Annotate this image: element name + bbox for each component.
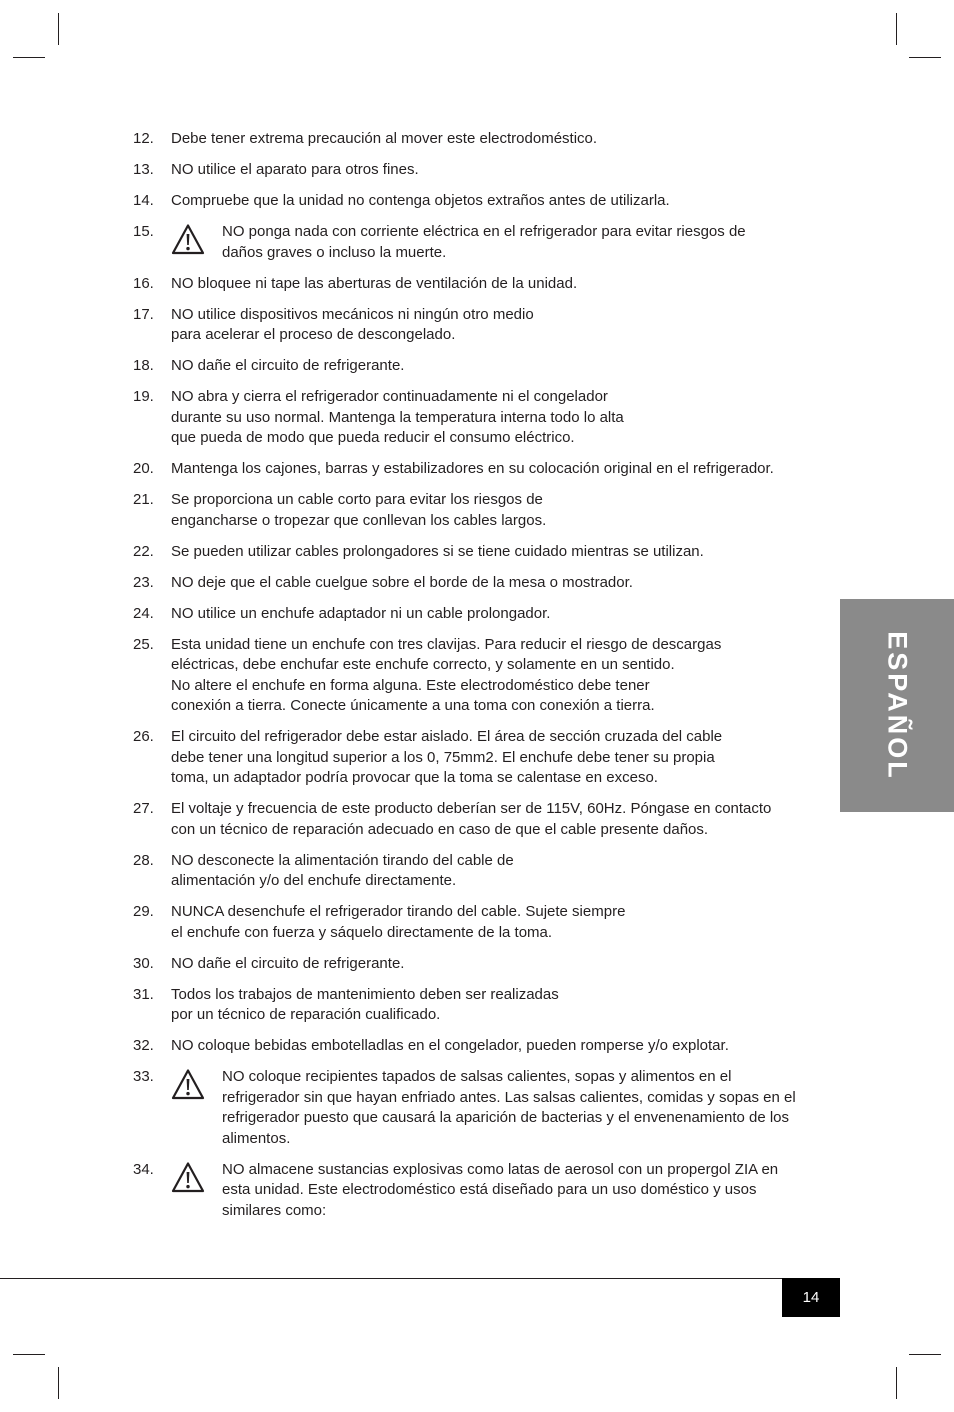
item-number: 23.: [133, 573, 154, 591]
item-text: Se pueden utilizar cables prolongadores si se tiene cuidado mientras se utilizan.: [171, 542, 704, 560]
item-text: El circuito del refrigerador debe estar aislado. El área de sección cruzada del cable debe tener una longitud superior a los 0, 75mm2. El enchufe debe tener su propia toma, un adaptador podría provocar que la toma se calentase en exceso.: [171, 728, 723, 786]
crop-mark: [896, 1367, 897, 1399]
language-side-tab: [840, 599, 954, 812]
item-number: 21.: [133, 491, 154, 508]
page-number: 14: [782, 1278, 840, 1317]
crop-mark: [58, 13, 59, 45]
item-text: NO utilice el aparato para otros fines.: [171, 161, 419, 178]
item-text: NO abra y cierra el refrigerador continuadamente ni el congelador durante su uso normal. Mantenga la temperatura interna todo lo alta que pueda de modo que pueda reducir el consumo eléctrico.: [171, 388, 624, 446]
item-text: Todos los trabajos de mantenimiento deben ser realizadas por un técnico de reparación cualificado.: [171, 985, 559, 1023]
item-text: NO dañe el circuito de refrigerante.: [171, 954, 405, 972]
item-number: 24.: [133, 604, 154, 622]
list-item: [133, 459, 813, 480]
item-text: NO bloquee ni tape las aberturas de ventilación de la unidad.: [171, 274, 578, 292]
list-item: [133, 129, 813, 150]
item-text: NO dañe el circuito de refrigerante.: [171, 357, 405, 374]
item-text: NO utilice dispositivos mecánicos ni ningún otro medio para acelerar el proceso de descongelado.: [171, 305, 534, 343]
item-number: 32.: [133, 1037, 154, 1054]
list-item: [133, 191, 813, 212]
list-item: [133, 1067, 813, 1149]
item-text: Se proporciona un cable corto para evitar los riesgos de engancharse o tropezar que conllevan los cables largos.: [171, 491, 547, 529]
item-number: 29.: [133, 903, 154, 920]
item-number: 28.: [133, 851, 154, 869]
item-text: NO ponga nada con corriente eléctrica en el refrigerador para evitar riesgos de daños graves o incluso la muerte.: [222, 223, 746, 261]
item-number: 25.: [133, 635, 154, 653]
item-number: 20.: [133, 460, 154, 477]
warning-icon: [171, 1068, 205, 1100]
list-item: [133, 160, 813, 181]
item-number: 26.: [133, 728, 154, 745]
list-item: [133, 387, 813, 449]
item-number: 17.: [133, 305, 154, 323]
crop-mark: [58, 1367, 59, 1399]
footer-rule: [0, 1278, 840, 1279]
item-text: Esta unidad tiene un enchufe con tres clavijas. Para reducir el riesgo de descargas eléctricas, debe enchufar este enchufe correcto, y solamente en un sentido. No altere el enchufe en forma alguna. Este electrodoméstico debe tener conexión a tierra. Conecte únicamente a una toma con conexión a tierra.: [171, 635, 722, 714]
item-text: NUNCA desenchufe el refrigerador tirando del cable. Sujete siempre el enchufe con fuerza y sáquelo directamente de la toma.: [171, 903, 626, 941]
safety-instructions-list: [133, 129, 813, 1232]
crop-mark: [909, 57, 941, 58]
item-number: 34.: [133, 1160, 154, 1178]
list-item: [133, 954, 813, 975]
item-text: Compruebe que la unidad no contenga objetos extraños antes de utilizarla.: [171, 192, 670, 209]
list-item: [133, 274, 813, 295]
item-number: 30.: [133, 954, 154, 972]
item-text: NO deje que el cable cuelgue sobre el borde de la mesa o mostrador.: [171, 573, 633, 591]
list-item: [133, 356, 813, 377]
list-item: [133, 542, 813, 563]
list-item: [133, 635, 813, 717]
item-text: NO coloque bebidas embotelladlas en el congelador, pueden romperse y/o explotar.: [171, 1037, 729, 1054]
crop-mark: [896, 13, 897, 45]
item-number: 15.: [133, 223, 154, 240]
warning-icon: [171, 1161, 205, 1193]
item-number: 18.: [133, 357, 154, 374]
crop-mark: [909, 1354, 941, 1355]
item-text: El voltaje y frecuencia de este producto deberían ser de 115V, 60Hz. Póngase en contacto con un técnico de reparación adecuado en caso de que el cable presente daños.: [171, 800, 772, 838]
list-item: [133, 799, 813, 840]
item-number: 31.: [133, 985, 154, 1003]
item-number: 14.: [133, 192, 154, 209]
crop-mark: [13, 57, 45, 58]
list-item: [133, 727, 813, 789]
item-text: NO utilice un enchufe adaptador ni un cable prolongador.: [171, 604, 551, 622]
list-item: [133, 985, 813, 1026]
list-item: [133, 573, 813, 594]
list-item: [133, 604, 813, 625]
item-number: 22.: [133, 542, 154, 560]
item-text: NO almacene sustancias explosivas como latas de aerosol con un propergol ZIA en esta unidad. Este electrodoméstico está diseñado para un uso doméstico y usos similares como:: [222, 1160, 779, 1219]
item-number: 27.: [133, 800, 154, 817]
item-number: 16.: [133, 274, 154, 292]
list-item: [133, 1160, 813, 1222]
crop-mark: [13, 1354, 45, 1355]
item-text: Debe tener extrema precaución al mover este electrodoméstico.: [171, 130, 598, 147]
item-number: 33.: [133, 1068, 154, 1085]
warning-icon: [171, 223, 205, 255]
item-number: 19.: [133, 388, 154, 405]
list-item: [133, 851, 813, 892]
language-tab-label: ESPAÑOL: [882, 630, 913, 781]
item-text: NO desconecte la alimentación tirando del cable de alimentación y/o del enchufe directamente.: [171, 851, 514, 889]
item-text: Mantenga los cajones, barras y estabilizadores en su colocación original en el refrigerador.: [171, 460, 774, 477]
list-item: [133, 490, 813, 531]
item-number: 13.: [133, 161, 154, 178]
list-item: [133, 222, 813, 263]
list-item: [133, 305, 813, 346]
item-text: NO coloque recipientes tapados de salsas calientes, sopas y alimentos en el refrigerador sin que hayan enfriado antes. Las salsas calientes, comidas y sopas en el refrigerador puesto que causará la aparición de bacterias y el envenenamiento de los alimentos.: [222, 1068, 796, 1147]
list-item: [133, 902, 813, 943]
item-number: 12.: [133, 130, 154, 147]
list-item: [133, 1036, 813, 1057]
